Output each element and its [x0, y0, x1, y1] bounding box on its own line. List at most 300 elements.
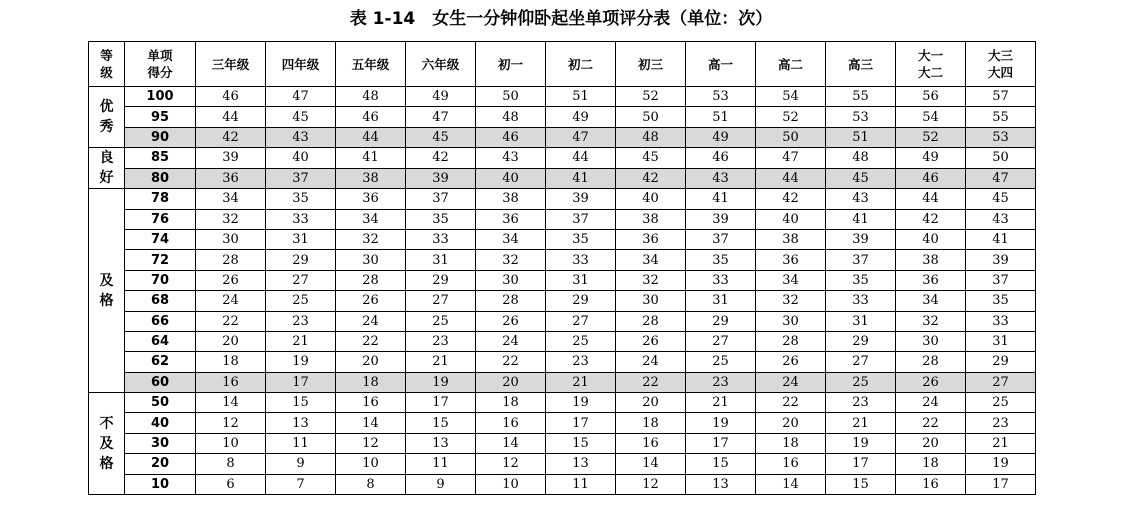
value-cell: 33	[406, 229, 476, 249]
value-cell: 21	[966, 433, 1036, 453]
value-cell: 34	[336, 209, 406, 229]
grade-cell	[89, 393, 125, 495]
value-cell: 34	[756, 270, 826, 290]
value-cell: 42	[756, 189, 826, 209]
level-column-header	[966, 42, 1036, 87]
value-cell: 50	[966, 148, 1036, 169]
value-cell: 45	[966, 189, 1036, 209]
value-cell: 10	[196, 433, 266, 453]
value-cell: 20	[756, 413, 826, 433]
value-cell: 56	[896, 87, 966, 107]
grade-char: 优	[99, 99, 114, 116]
score-cell: 64	[125, 331, 196, 351]
level-header-line: 三年级	[211, 56, 250, 72]
score-cell: 68	[125, 291, 196, 311]
value-cell: 44	[336, 127, 406, 147]
value-cell: 49	[896, 148, 966, 169]
level-header-line: 大二	[917, 65, 943, 80]
value-cell: 45	[266, 107, 336, 127]
value-cell: 33	[266, 209, 336, 229]
value-cell: 36	[896, 270, 966, 290]
value-cell: 16	[756, 454, 826, 474]
value-cell: 8	[336, 474, 406, 494]
value-cell: 45	[826, 168, 896, 189]
value-cell: 43	[266, 127, 336, 147]
grade-cell	[89, 148, 125, 189]
value-cell: 9	[266, 454, 336, 474]
value-cell: 29	[826, 331, 896, 351]
value-cell: 31	[686, 291, 756, 311]
level-column-header	[266, 42, 336, 87]
value-cell: 20	[896, 433, 966, 453]
value-cell: 18	[616, 413, 686, 433]
value-cell: 7	[266, 474, 336, 494]
value-cell: 15	[826, 474, 896, 494]
grade-char: 不	[99, 415, 114, 432]
value-cell: 24	[756, 372, 826, 392]
value-cell: 27	[546, 311, 616, 331]
value-cell: 30	[476, 270, 546, 290]
score-cell: 100	[125, 87, 196, 107]
value-cell: 15	[406, 413, 476, 433]
value-cell: 37	[266, 168, 336, 189]
value-cell: 47	[406, 107, 476, 127]
value-cell: 35	[686, 250, 756, 270]
value-cell: 49	[686, 127, 756, 147]
score-header-line: 得分	[147, 65, 173, 80]
value-cell: 23	[686, 372, 756, 392]
score-cell: 30	[125, 433, 196, 453]
value-cell: 12	[616, 474, 686, 494]
value-cell: 19	[266, 352, 336, 372]
value-cell: 38	[336, 168, 406, 189]
value-cell: 41	[966, 229, 1036, 249]
value-cell: 36	[476, 209, 546, 229]
value-cell: 37	[546, 209, 616, 229]
value-cell: 25	[826, 372, 896, 392]
value-cell: 42	[896, 209, 966, 229]
value-cell: 17	[266, 372, 336, 392]
score-cell: 85	[125, 148, 196, 169]
level-column-header	[826, 42, 896, 87]
grade-char: 格	[99, 455, 114, 472]
value-cell: 32	[756, 291, 826, 311]
value-cell: 43	[826, 189, 896, 209]
grade-cell	[89, 189, 125, 393]
value-cell: 17	[826, 454, 896, 474]
value-cell: 15	[546, 433, 616, 453]
value-cell: 20	[476, 372, 546, 392]
level-column-header	[616, 42, 686, 87]
value-cell: 31	[406, 250, 476, 270]
value-cell: 14	[336, 413, 406, 433]
level-header-line: 初一	[497, 56, 523, 72]
value-cell: 54	[756, 87, 826, 107]
value-cell: 46	[686, 148, 756, 169]
value-cell: 45	[616, 148, 686, 169]
table-row	[89, 352, 1036, 372]
grade-header-line: 等	[100, 48, 113, 63]
value-cell: 29	[966, 352, 1036, 372]
level-header-line: 初三	[637, 56, 663, 72]
value-cell: 35	[826, 270, 896, 290]
value-cell: 12	[196, 413, 266, 433]
value-cell: 22	[196, 311, 266, 331]
score-cell: 95	[125, 107, 196, 127]
value-cell: 38	[896, 250, 966, 270]
grade-cell	[89, 87, 125, 148]
value-cell: 31	[546, 270, 616, 290]
value-cell: 11	[546, 474, 616, 494]
value-cell: 33	[686, 270, 756, 290]
value-cell: 25	[406, 311, 476, 331]
value-cell: 18	[756, 433, 826, 453]
grade-char: 格	[99, 292, 114, 309]
value-cell: 44	[546, 148, 616, 169]
value-cell: 9	[406, 474, 476, 494]
value-cell: 40	[756, 209, 826, 229]
score-cell: 62	[125, 352, 196, 372]
value-cell: 12	[336, 433, 406, 453]
table-row	[89, 474, 1036, 494]
value-cell: 27	[686, 331, 756, 351]
value-cell: 21	[826, 413, 896, 433]
value-cell: 40	[476, 168, 546, 189]
value-cell: 28	[336, 270, 406, 290]
value-cell: 16	[196, 372, 266, 392]
level-header-line: 高一	[707, 56, 733, 72]
table-row	[89, 250, 1036, 270]
value-cell: 51	[826, 127, 896, 147]
value-cell: 21	[546, 372, 616, 392]
value-cell: 55	[826, 87, 896, 107]
level-column-header	[406, 42, 476, 87]
value-cell: 44	[196, 107, 266, 127]
value-cell: 46	[896, 168, 966, 189]
value-cell: 27	[826, 352, 896, 372]
value-cell: 20	[336, 352, 406, 372]
table-row	[89, 168, 1036, 189]
table-row	[89, 148, 1036, 169]
value-cell: 41	[826, 209, 896, 229]
level-column-header	[686, 42, 756, 87]
header-row	[89, 42, 1036, 87]
value-cell: 25	[266, 291, 336, 311]
value-cell: 37	[826, 250, 896, 270]
score-cell: 70	[125, 270, 196, 290]
value-cell: 44	[756, 168, 826, 189]
table-row	[89, 454, 1036, 474]
value-cell: 36	[616, 229, 686, 249]
value-cell: 16	[616, 433, 686, 453]
value-cell: 18	[336, 372, 406, 392]
value-cell: 30	[196, 229, 266, 249]
value-cell: 18	[196, 352, 266, 372]
value-cell: 39	[546, 189, 616, 209]
score-cell: 10	[125, 474, 196, 494]
value-cell: 17	[546, 413, 616, 433]
grade-char: 秀	[99, 119, 114, 136]
value-cell: 28	[756, 331, 826, 351]
score-cell: 40	[125, 413, 196, 433]
value-cell: 34	[896, 291, 966, 311]
table-row	[89, 291, 1036, 311]
value-cell: 13	[686, 474, 756, 494]
value-cell: 40	[616, 189, 686, 209]
value-cell: 47	[756, 148, 826, 169]
value-cell: 25	[546, 331, 616, 351]
value-cell: 34	[616, 250, 686, 270]
value-cell: 47	[966, 168, 1036, 189]
level-header-line: 大四	[987, 65, 1013, 80]
value-cell: 55	[966, 107, 1036, 127]
level-header-line: 高三	[847, 56, 873, 72]
value-cell: 34	[476, 229, 546, 249]
score-cell: 80	[125, 168, 196, 189]
value-cell: 53	[686, 87, 756, 107]
value-cell: 19	[966, 454, 1036, 474]
value-cell: 26	[896, 372, 966, 392]
value-cell: 37	[686, 229, 756, 249]
value-cell: 24	[336, 311, 406, 331]
value-cell: 29	[266, 250, 336, 270]
value-cell: 43	[966, 209, 1036, 229]
value-cell: 37	[966, 270, 1036, 290]
value-cell: 13	[546, 454, 616, 474]
value-cell: 54	[896, 107, 966, 127]
value-cell: 48	[336, 87, 406, 107]
value-cell: 35	[266, 189, 336, 209]
value-cell: 10	[476, 474, 546, 494]
score-cell: 20	[125, 454, 196, 474]
value-cell: 51	[686, 107, 756, 127]
value-cell: 23	[826, 393, 896, 413]
value-cell: 48	[826, 148, 896, 169]
value-cell: 43	[686, 168, 756, 189]
table-row	[89, 209, 1036, 229]
value-cell: 50	[756, 127, 826, 147]
value-cell: 20	[616, 393, 686, 413]
value-cell: 25	[966, 393, 1036, 413]
value-cell: 26	[616, 331, 686, 351]
value-cell: 51	[546, 87, 616, 107]
value-cell: 15	[266, 393, 336, 413]
value-cell: 10	[336, 454, 406, 474]
value-cell: 27	[266, 270, 336, 290]
level-header-line: 大一	[917, 48, 943, 63]
value-cell: 26	[196, 270, 266, 290]
value-cell: 22	[336, 331, 406, 351]
score-cell: 50	[125, 393, 196, 413]
value-cell: 32	[476, 250, 546, 270]
value-cell: 50	[476, 87, 546, 107]
value-cell: 34	[196, 189, 266, 209]
value-cell: 18	[896, 454, 966, 474]
table-row	[89, 331, 1036, 351]
value-cell: 17	[966, 474, 1036, 494]
value-cell: 38	[476, 189, 546, 209]
score-cell: 66	[125, 311, 196, 331]
value-cell: 40	[266, 148, 336, 169]
level-header-line: 大三	[987, 48, 1013, 63]
value-cell: 30	[616, 291, 686, 311]
value-cell: 23	[266, 311, 336, 331]
value-cell: 13	[406, 433, 476, 453]
table-row	[89, 413, 1036, 433]
table-body	[89, 87, 1036, 495]
value-cell: 6	[196, 474, 266, 494]
value-cell: 36	[196, 168, 266, 189]
value-cell: 26	[756, 352, 826, 372]
table-row	[89, 393, 1036, 413]
score-cell: 78	[125, 189, 196, 209]
value-cell: 49	[406, 87, 476, 107]
value-cell: 52	[616, 87, 686, 107]
value-cell: 14	[476, 433, 546, 453]
value-cell: 26	[336, 291, 406, 311]
value-cell: 19	[826, 433, 896, 453]
grade-char: 及	[99, 435, 114, 452]
value-cell: 36	[336, 189, 406, 209]
value-cell: 53	[826, 107, 896, 127]
value-cell: 47	[266, 87, 336, 107]
value-cell: 44	[896, 189, 966, 209]
value-cell: 35	[546, 229, 616, 249]
value-cell: 39	[826, 229, 896, 249]
value-cell: 45	[406, 127, 476, 147]
value-cell: 14	[616, 454, 686, 474]
value-cell: 57	[966, 87, 1036, 107]
value-cell: 15	[686, 454, 756, 474]
value-cell: 41	[686, 189, 756, 209]
value-cell: 23	[546, 352, 616, 372]
table-row	[89, 311, 1036, 331]
value-cell: 19	[406, 372, 476, 392]
value-cell: 19	[686, 413, 756, 433]
value-cell: 53	[966, 127, 1036, 147]
value-cell: 30	[336, 250, 406, 270]
value-cell: 14	[756, 474, 826, 494]
value-cell: 35	[406, 209, 476, 229]
value-cell: 33	[826, 291, 896, 311]
value-cell: 38	[756, 229, 826, 249]
value-cell: 23	[966, 413, 1036, 433]
value-cell: 22	[476, 352, 546, 372]
level-header-line: 五年级	[351, 56, 390, 72]
value-cell: 24	[896, 393, 966, 413]
level-header-line: 四年级	[281, 56, 320, 72]
table-header	[89, 42, 1036, 87]
value-cell: 21	[686, 393, 756, 413]
value-cell: 42	[616, 168, 686, 189]
value-cell: 32	[336, 229, 406, 249]
score-header-line: 单项	[147, 48, 173, 63]
value-cell: 35	[966, 291, 1036, 311]
value-cell: 41	[546, 168, 616, 189]
value-cell: 48	[616, 127, 686, 147]
value-cell: 52	[756, 107, 826, 127]
level-header-line: 初二	[567, 56, 593, 72]
value-cell: 25	[686, 352, 756, 372]
value-cell: 30	[896, 331, 966, 351]
grade-header-line: 级	[100, 65, 113, 80]
value-cell: 33	[546, 250, 616, 270]
value-cell: 26	[476, 311, 546, 331]
level-column-header	[336, 42, 406, 87]
value-cell: 24	[616, 352, 686, 372]
score-cell: 90	[125, 127, 196, 147]
value-cell: 22	[616, 372, 686, 392]
table-row	[89, 107, 1036, 127]
value-cell: 47	[546, 127, 616, 147]
value-cell: 8	[196, 454, 266, 474]
value-cell: 23	[406, 331, 476, 351]
level-column-header	[756, 42, 826, 87]
value-cell: 12	[476, 454, 546, 474]
level-column-header	[476, 42, 546, 87]
score-column-header	[125, 42, 196, 87]
value-cell: 38	[616, 209, 686, 229]
level-column-header	[546, 42, 616, 87]
grade-char: 及	[99, 272, 114, 289]
value-cell: 36	[756, 250, 826, 270]
value-cell: 16	[336, 393, 406, 413]
grade-char: 好	[99, 170, 114, 187]
value-cell: 42	[406, 148, 476, 169]
score-cell: 72	[125, 250, 196, 270]
value-cell: 20	[196, 331, 266, 351]
level-header-line: 六年级	[421, 56, 460, 72]
value-cell: 30	[756, 311, 826, 331]
value-cell: 42	[196, 127, 266, 147]
value-cell: 39	[406, 168, 476, 189]
table-row	[89, 87, 1036, 107]
level-header-line: 高二	[777, 56, 803, 72]
table-title: 表 1-14 女生一分钟仰卧起坐单项评分表（单位：次）	[349, 9, 773, 29]
value-cell: 17	[686, 433, 756, 453]
score-cell: 60	[125, 372, 196, 392]
level-column-header	[896, 42, 966, 87]
score-table	[88, 41, 1036, 495]
value-cell: 13	[266, 413, 336, 433]
value-cell: 32	[616, 270, 686, 290]
value-cell: 48	[476, 107, 546, 127]
score-cell: 76	[125, 209, 196, 229]
value-cell: 21	[406, 352, 476, 372]
value-cell: 33	[966, 311, 1036, 331]
value-cell: 17	[406, 393, 476, 413]
value-cell: 46	[476, 127, 546, 147]
value-cell: 29	[406, 270, 476, 290]
value-cell: 31	[966, 331, 1036, 351]
value-cell: 52	[896, 127, 966, 147]
value-cell: 41	[336, 148, 406, 169]
value-cell: 37	[406, 189, 476, 209]
value-cell: 22	[756, 393, 826, 413]
value-cell: 28	[896, 352, 966, 372]
value-cell: 16	[476, 413, 546, 433]
value-cell: 11	[266, 433, 336, 453]
value-cell: 39	[966, 250, 1036, 270]
level-column-header	[196, 42, 266, 87]
value-cell: 28	[616, 311, 686, 331]
value-cell: 27	[966, 372, 1036, 392]
value-cell: 27	[406, 291, 476, 311]
value-cell: 39	[686, 209, 756, 229]
table-row	[89, 433, 1036, 453]
value-cell: 29	[546, 291, 616, 311]
value-cell: 18	[476, 393, 546, 413]
